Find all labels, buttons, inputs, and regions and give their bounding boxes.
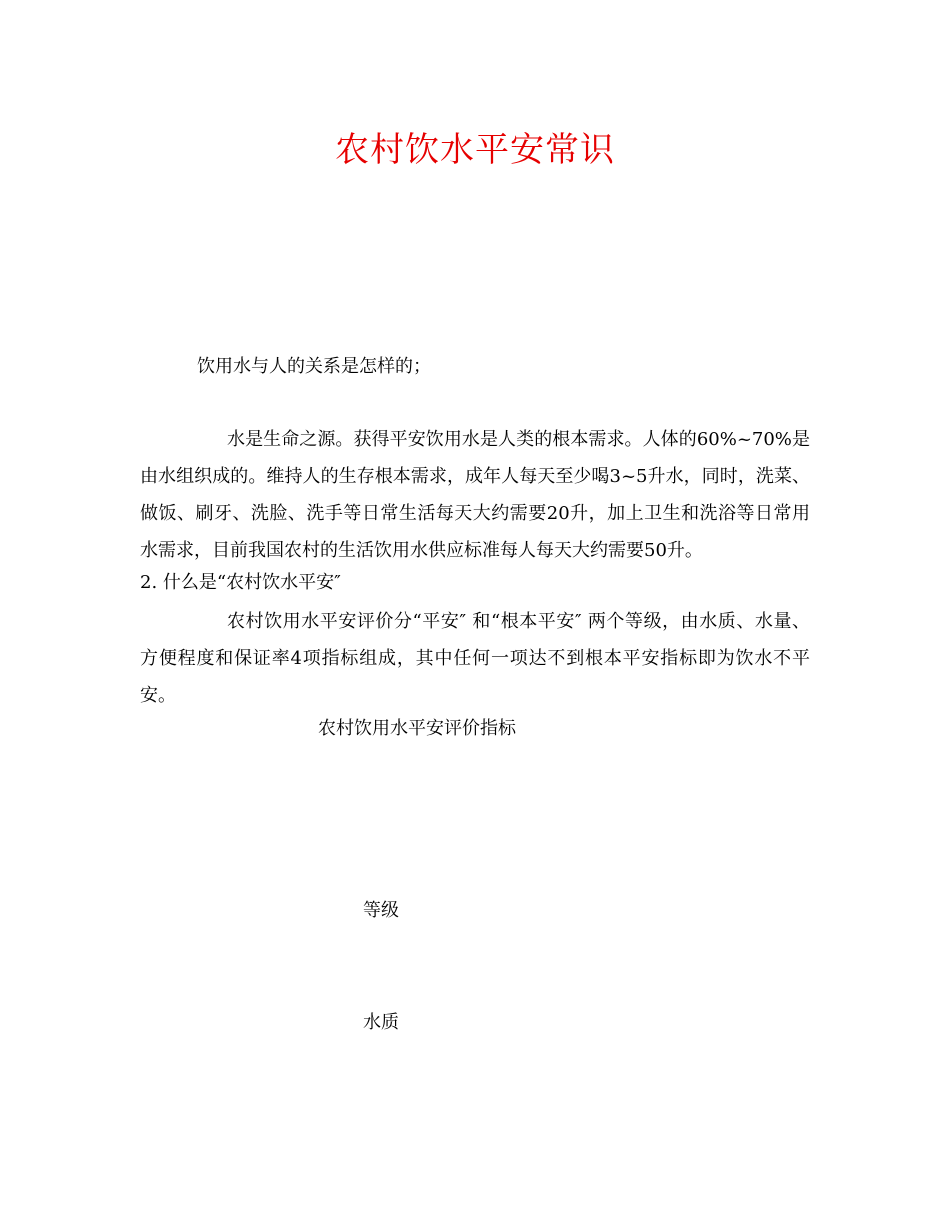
- answer-2-paragraph: 农村饮用水平安评价分“平安″ 和“根本平安″ 两个等级，由水质、水量、方便程度和保证率4项指标组成，其中任何一项达不到根本平安指标即为饮水不平安。: [140, 611, 810, 706]
- table-header-grade: 等级: [363, 900, 399, 921]
- question-2: 2. 什么是“农村饮水平安″: [140, 572, 341, 593]
- table-caption: 农村饮用水平安评价指标: [318, 718, 516, 739]
- answer-1-paragraph: 水是生命之源。获得平安饮用水是人类的根本需求。人体的60%~70%是由水组织成的。维持人的生存根本需求，成年人每天至少喝3~5升水，同时，洗菜、做饭、刷牙、洗脸、洗手等日常生活每天大约需要20升，加上卫生和洗浴等日常用水需求，目前我国农村的生活饮用水供应标准每人每天大约需要50升。: [140, 429, 810, 561]
- question-1: 饮用水与人的关系是怎样的；: [197, 356, 431, 377]
- document-title: 农村饮水平安常识: [335, 130, 615, 170]
- table-row-water-quality: 水质: [363, 1012, 399, 1033]
